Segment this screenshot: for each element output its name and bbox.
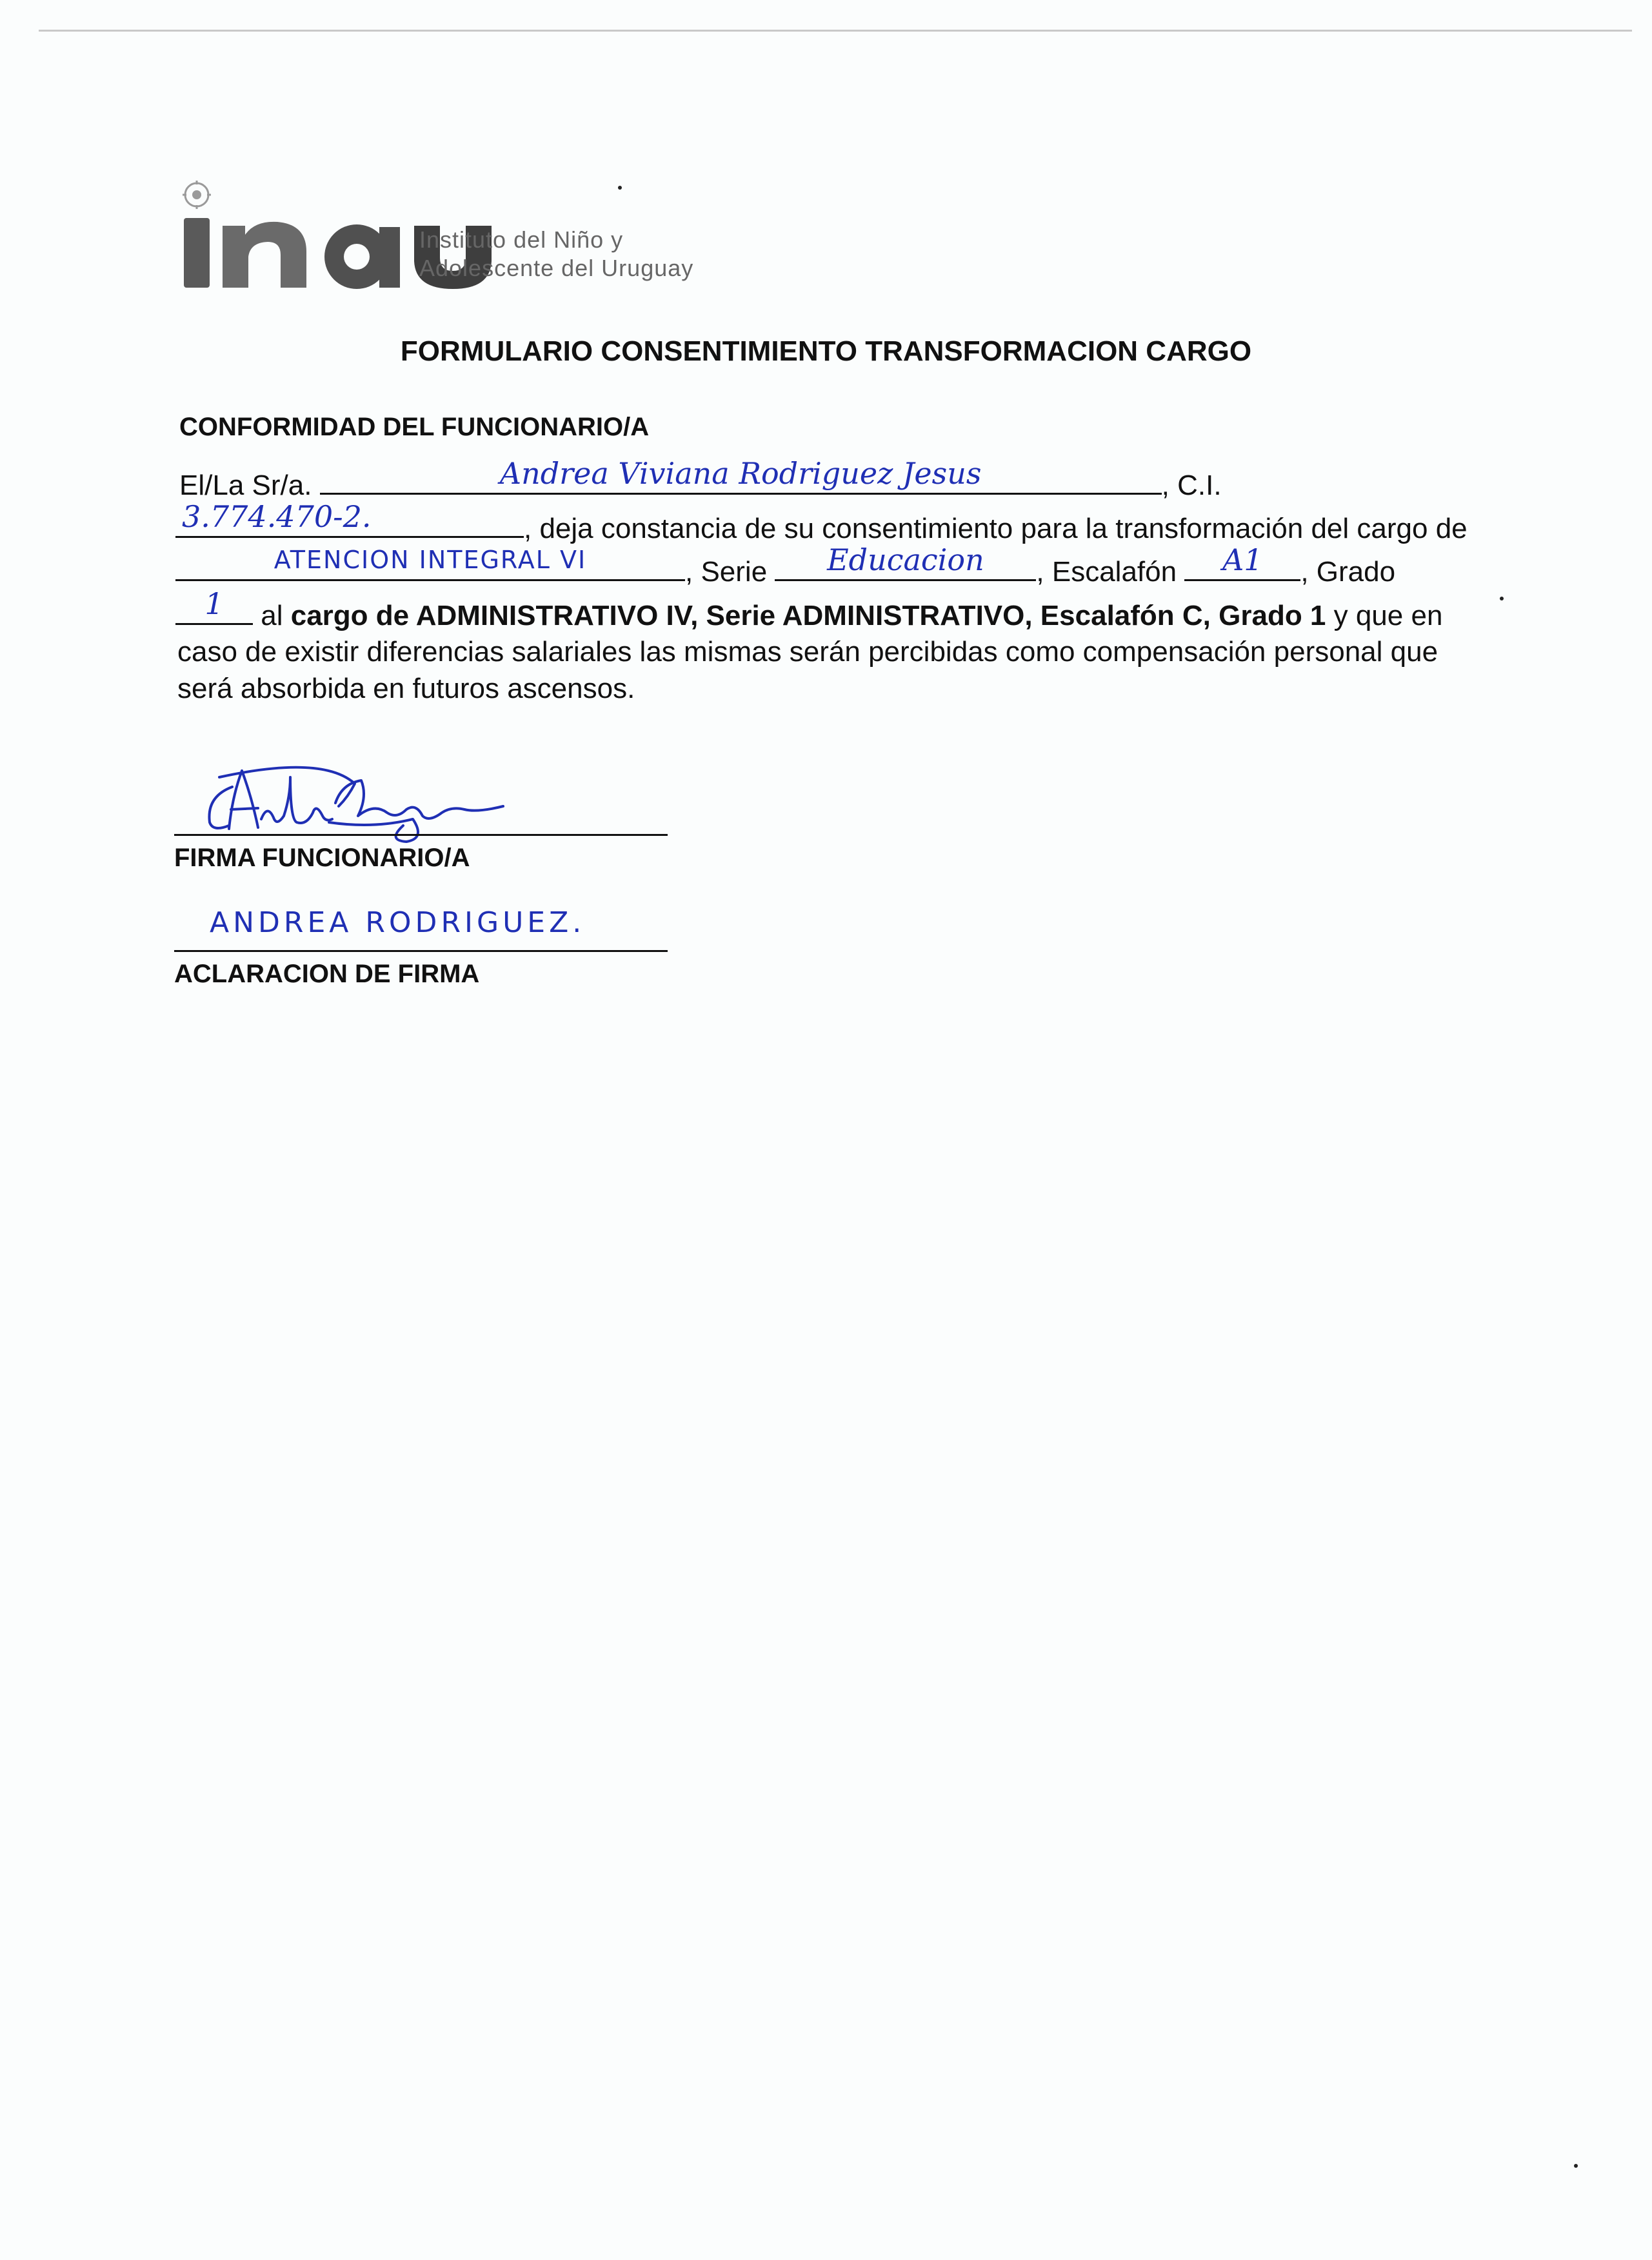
escalafon-field[interactable]: [1184, 542, 1300, 581]
grado-label: , Grado: [1300, 556, 1396, 588]
cargo-field[interactable]: [175, 546, 685, 581]
name-handwriting: Andrea Viviana Rodriguez Jesus: [499, 456, 982, 491]
clarification-label: ACLARACION DE FIRMA: [174, 960, 480, 988]
grado-handwriting: 1: [204, 586, 224, 621]
clarification-line[interactable]: [174, 950, 668, 952]
escalafon-handwriting: A1: [1222, 542, 1263, 577]
logo-line-2: Adolescente del Uruguay: [419, 255, 694, 281]
ci-field[interactable]: [175, 499, 524, 538]
consent-text: , deja constancia de su consentimiento para la transformación del cargo de: [524, 513, 1468, 544]
name-prefix: El/La Sr/a.: [179, 470, 312, 501]
ci-handwriting: 3.774.470-2.: [182, 499, 372, 534]
grado-field[interactable]: [175, 586, 253, 625]
section-heading: CONFORMIDAD DEL FUNCIONARIO/A: [179, 413, 650, 441]
clause-line-1: caso de existir diferencias salariales las mismas serán percibidas como compensación personal que: [177, 636, 1438, 668]
clause-tail: y que en: [1326, 600, 1443, 631]
line-cargo: [175, 542, 1396, 589]
escalafon-label: , Escalafón: [1036, 556, 1177, 588]
line-ci: [175, 499, 1468, 546]
ci-label: , C.I.: [1161, 470, 1222, 501]
logo-text: [419, 226, 693, 282]
name-field[interactable]: [320, 456, 1162, 495]
scan-speck: [1500, 597, 1504, 600]
serie-label: , Serie: [685, 556, 768, 588]
signature-label: FIRMA FUNCIONARIO/A: [174, 844, 470, 872]
serie-handwriting: Educacion: [827, 542, 984, 577]
cargo-handwriting: ATENCION INTEGRAL VI: [274, 546, 587, 574]
al-text: al: [261, 600, 283, 631]
clarification-handwriting: ANDREA RODRIGUEZ.: [210, 906, 586, 939]
serie-field[interactable]: [775, 542, 1036, 581]
line-new-cargo: [175, 586, 1443, 633]
line-name: [179, 456, 1222, 502]
signature-line[interactable]: [174, 834, 668, 836]
form-title: FORMULARIO CONSENTIMIENTO TRANSFORMACION CARGO: [400, 335, 1252, 367]
logo-line-1: Instituto del Niño y: [419, 226, 624, 253]
clause-line-2: será absorbida en futuros ascensos.: [177, 673, 635, 704]
scan-speck: [1574, 2164, 1578, 2168]
scan-top-edge: [39, 30, 1632, 32]
new-cargo-text: cargo de ADMINISTRATIVO IV, Serie ADMINISTRATIVO, Escalafón C, Grado 1: [290, 600, 1326, 631]
